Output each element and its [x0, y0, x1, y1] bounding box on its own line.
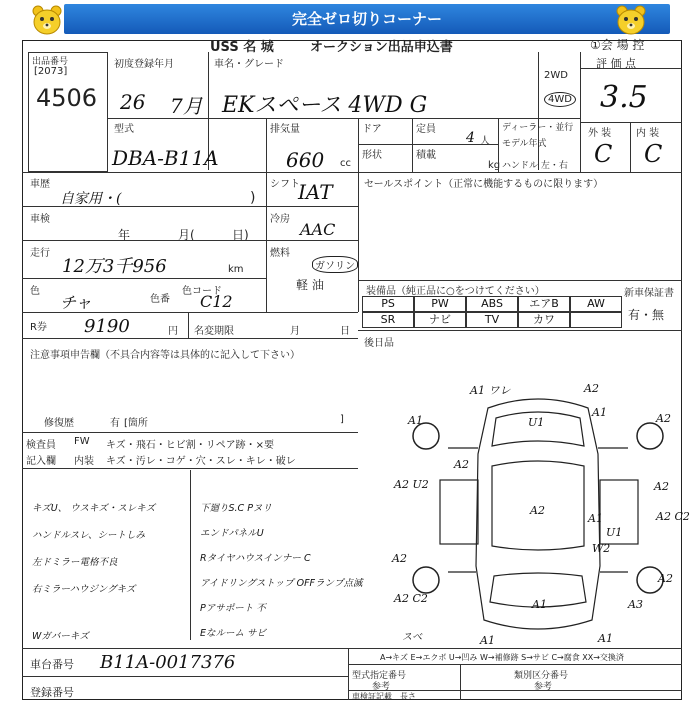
lot-number: 4506	[36, 84, 98, 112]
equipment-item	[570, 312, 622, 328]
grade-score: 3.5	[600, 80, 648, 115]
color-code: C12	[200, 292, 233, 311]
bear-mascot-icon	[30, 4, 64, 36]
repair-bracket: [箇所	[124, 418, 148, 429]
damage-mark: A1	[480, 634, 495, 647]
model-label: 車名・グレード	[214, 59, 284, 70]
lot-label: 出品番号	[32, 57, 69, 67]
warranty-label: 新車保証書	[624, 288, 674, 299]
repair-value: 有	[110, 418, 120, 429]
remark-line: アイドリングストップ OFFランプ点滅	[200, 578, 363, 589]
damage-mark: A2 C2	[394, 592, 428, 605]
capacity-label: 定員	[416, 124, 436, 135]
remark-line: 右ミラーハウジングキズ	[32, 584, 136, 595]
chassis-value: B11A-0017376	[100, 652, 236, 673]
top-bar	[0, 0, 700, 40]
displacement-value: 660	[286, 148, 325, 172]
venue-copy: ①会 場 控	[590, 38, 645, 52]
remark-line: Rタイヤハウスインナー C	[200, 553, 311, 564]
warranty-value: 有・無	[628, 308, 665, 322]
usage-close: )	[250, 190, 256, 206]
remark-line: Wガバーキズ	[32, 631, 89, 642]
damage-diagram	[388, 376, 688, 648]
dims-length: 長さ	[400, 692, 416, 701]
equipment-item: カワ	[518, 312, 570, 328]
damage-mark: A2	[530, 504, 545, 517]
legend: A→キズ E→エクボ U→凹み W→補修跡 S→サビ C→腐食 XX→交換済	[380, 653, 624, 662]
inspection-month: 月(	[178, 228, 195, 242]
remark-line: Pアサポート 不	[200, 603, 266, 614]
doors-label: ドア	[362, 124, 382, 135]
inspection-year: 年	[118, 228, 131, 242]
category-label: 類別区分番号	[514, 671, 569, 681]
shift-value: IAT	[298, 180, 333, 204]
damage-mark: A2 U2	[394, 478, 429, 491]
exterior-grade: C	[594, 140, 613, 168]
ac-value: AAC	[300, 220, 336, 239]
color-value: チャ	[60, 293, 92, 312]
registration-month: 7月	[170, 94, 203, 118]
handle-label: ハンドル 左・右	[502, 161, 568, 171]
model-name: EKスペース 4WD G	[222, 93, 428, 118]
color-label: 色	[30, 286, 40, 297]
drive-4wd: 4WD	[544, 92, 576, 107]
inspector-label-1: 検査員	[26, 440, 56, 451]
notes-label: 注意事項申告欄（不具合内容等は具体的に記入して下さい）	[30, 350, 300, 361]
remark-line: エンドパネルU	[200, 528, 264, 539]
shift-label: シフト	[270, 179, 300, 190]
equipment-item: ABS	[466, 296, 518, 312]
repair-close: ]	[340, 414, 344, 425]
reg-no-label: 登録番号	[30, 686, 74, 699]
mileage-unit: km	[228, 264, 244, 275]
repair-label: 修復歴	[44, 418, 74, 429]
damage-mark: A1	[598, 632, 613, 645]
registration-label: 初度登録年月	[114, 59, 174, 70]
damage-mark: A2	[658, 572, 673, 585]
inspection-label: 車検	[30, 214, 50, 225]
damage-mark: A2	[584, 382, 599, 395]
recycle-unit: 円	[168, 326, 178, 337]
name-change-day: 日	[340, 326, 350, 337]
damage-mark: A3	[628, 598, 643, 611]
damage-mark: スベ	[402, 632, 422, 643]
damage-mark: A2	[654, 480, 669, 493]
damage-mark: U1	[606, 526, 623, 539]
mileage-label: 走行	[30, 248, 50, 259]
damage-mark: A1	[408, 414, 423, 427]
damage-mark: A1	[532, 598, 547, 611]
type-label: 型式	[114, 124, 134, 135]
name-change-month: 月	[290, 326, 300, 337]
ac-label: 冷房	[270, 214, 290, 225]
remark-line: 下廻りS.C Pヌリ	[200, 503, 272, 514]
interior-label: 内 装	[636, 128, 660, 139]
recycle-value: 9190	[84, 316, 130, 337]
type-designation-ref: 参考	[372, 682, 391, 692]
exterior-label: 外 装	[588, 128, 612, 139]
dealer-label: ディーラー・並行	[502, 123, 574, 133]
color-code-label: 色コード	[182, 286, 222, 297]
damage-mark: A1 ワレ	[470, 384, 511, 397]
damage-mark: A1	[592, 406, 607, 419]
form-subtitle: オークション出品申込書	[310, 40, 453, 55]
int-label: 内装	[74, 456, 94, 467]
damage-mark: U1	[528, 416, 545, 429]
category-ref: 参考	[534, 682, 553, 692]
equipment-label: 装備品（純正品に○をつけてください）	[366, 286, 545, 297]
fw-label: FW	[74, 436, 90, 447]
rear-label: 後日品	[364, 338, 394, 349]
damage-mark: A1	[588, 512, 603, 525]
displacement-label: 排気量	[270, 124, 300, 135]
damage-mark: A2	[392, 552, 407, 565]
recycle-label: R券	[30, 322, 47, 333]
shape-label: 形状	[362, 150, 382, 161]
capacity-unit: 人	[480, 136, 490, 147]
registration-year: 26	[120, 90, 146, 114]
equipment-item: SR	[362, 312, 414, 328]
remark-line: ハンドルスレ、シートしみ	[32, 530, 145, 541]
grade-label: 評 価 点	[596, 57, 636, 70]
name-change-label: 名変期限	[194, 326, 234, 337]
type-value: DBA-B11A	[112, 146, 219, 170]
fw-items: キズ・飛石・ヒビ割・リペア跡・×要	[106, 440, 274, 451]
color-number-label: 色番	[150, 294, 170, 305]
damage-mark: A2	[656, 412, 671, 425]
mileage-value: 12万3千956	[62, 256, 167, 277]
fuel-diesel: 軽 油	[296, 278, 324, 292]
equipment-item: TV	[466, 312, 518, 328]
model-year-label: モデル年式	[502, 139, 547, 149]
sales-point-label: セールスポイント（正常に機能するものに限ります）	[364, 179, 604, 190]
equipment-item: PS	[362, 296, 414, 312]
remark-line: キズU、 ウスキズ・スレキズ	[32, 503, 156, 514]
usage-label: 車歴	[30, 179, 50, 190]
load-label: 積載	[416, 150, 436, 161]
int-items: キズ・汚レ・コゲ・穴・スレ・キレ・破レ	[106, 456, 296, 467]
fuel-gasoline: ガソリン	[312, 256, 358, 273]
usage-value: 自家用・(	[60, 191, 122, 207]
type-designation-label: 型式指定番号	[352, 671, 407, 681]
remark-line: Eなルーム サビ	[200, 628, 267, 639]
equipment-item: エアB	[518, 296, 570, 312]
capacity-value: 4	[466, 130, 475, 146]
org-name: USS 名 城	[210, 40, 274, 55]
remark-line: 左ドミラー電格不良	[32, 557, 118, 568]
drive-2wd: 2WD	[544, 70, 568, 81]
fuel-label: 燃料	[270, 248, 290, 259]
equipment-item: ナビ	[414, 312, 466, 328]
dims-label: 車検証記載	[352, 692, 392, 701]
interior-grade: C	[644, 140, 663, 168]
damage-mark: A2 C2	[656, 510, 690, 523]
banner-title: 完全ゼロ切りコーナー	[64, 4, 670, 34]
displacement-unit: cc	[340, 158, 351, 169]
equipment-item: PW	[414, 296, 466, 312]
damage-mark: W2	[592, 542, 611, 555]
inspection-day: 日)	[232, 228, 249, 242]
lot-code: [2073]	[34, 66, 68, 77]
equipment-item: AW	[570, 296, 622, 312]
bear-mascot-icon	[614, 4, 648, 36]
load-unit: kg	[488, 160, 501, 171]
damage-mark: A2	[454, 458, 469, 471]
chassis-label: 車台番号	[30, 658, 74, 671]
inspector-label-2: 記入欄	[26, 456, 56, 467]
